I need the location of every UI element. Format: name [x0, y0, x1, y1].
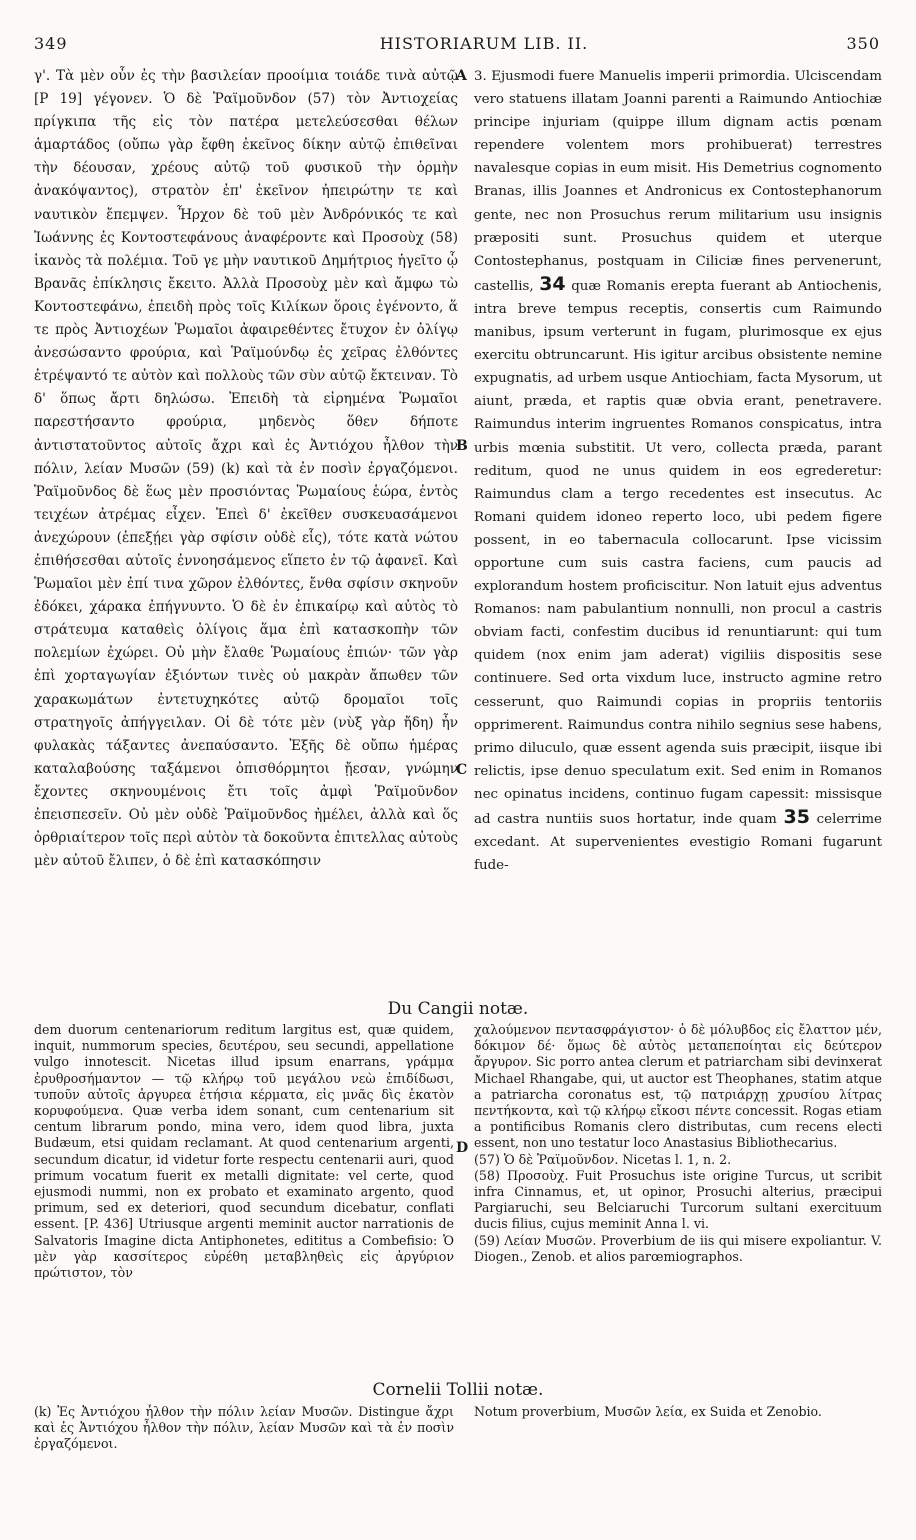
latin-text-column	[474, 65, 882, 985]
latin-text-part-3: celerrime excedant. At supervenientes evestigio Romani fugarunt fude-	[474, 812, 882, 874]
margin-letter-a: A	[456, 68, 467, 84]
du-cange-note-left-text: dem duorum centenariorum reditum largitus est, quæ quidem, inquit, nummorum species, δευτέρου, seu secundi, appellatione vulgo innotescit. Nicetas illud ipsum enarrans, γράμμα ἐρυθροσήμαντον — τῷ κλήρῳ τοῦ μεγάλου νεὼ ἐπιδίδωσι, τυποῦν αὐτοῖς ἀργυρεα ἐτήσια κέρματα, εἰς μνᾶς δὶς ἑκατὸν κορυφούμενα. Quæ verba idem sonant, cum centenarium sit centum librarum pondo, mina vero, idem quod libra, juxta Budæum, etsi quidam reclamant. At quod centenarium argenti, secundum dicatur, id videtur forte respectu centenarii auri, quod primum vocatum fuerit ex metalli dignitate: vel certe, quod ejusmodi nummi, non ex probato et examinato argento, quod primum, sed ex deteriori, quod secundum dicebatur, conflati essent. [P. 436] Utriusque argenti meminit auctor narrationis de Salvatoris Imagine dicta Antiphonetes, edititus a Combefisio: Ὁ μὲν γὰρ κασσίτερος εὐρέθη μεταβληθεὶς εἰς ἀργύριον πρώτιστον, τὸν	[34, 1022, 454, 1281]
du-cange-note-right-text: χαλούμενον πεντασφράγιστον· ὁ δὲ μόλυβδος εἰς ἔλαττον μέν, δόκιμον δέ· ὅμως δὲ αὐτὸς μεταπεποίηται εἰς δεύτερον ἄργυρον. Sic porro antea clerum et patriarcham sibi devinxerat Michael Rhangabe, qui, ut auctor est Theophanes, statim atque a patriarcha coronatus est, τῷ πατριάρχῃ χρυσίου λίτρας πεντήκοντα, καὶ τῷ κλήρῳ εἴκοσι πέντε concessit. Rogas etiam a pontificibus Romanis clero distributas, cum recens electi essent, non uno testatur loco Anastasius Bibliothecarius.	[474, 1022, 882, 1151]
margin-letter-c: C	[456, 762, 468, 778]
du-cange-notes-left-column	[34, 1022, 454, 1377]
tollius-notes-right-column	[474, 1404, 882, 1484]
note-59: (59) Λείαν Μυσῶν. Proverbium de iis qui misere expoliantur. V. Diogen., Zenob. et alios parœmiographos.	[474, 1232, 882, 1264]
greek-paragraph: γ'. Τὰ μὲν οὖν ἐς τὴν βασιλείαν προοίμια τοιάδε τινὰ αὐτῷ [P 19] γέγονεν. Ὁ δὲ Ῥαϊμοῦνδον (57) τὸν Ἀντιοχείας πρίγκιπα τῆς εἰς τὸν πατέρα μετελεύσεσθαι θέλων ἁμαρτάδος (οὔπω γὰρ ἔφθη ἐκεῖνος δίκην αὐτῷ ἐπιθεῖναι τὴν δέουσαν, χρέους αὐτῷ τοῦ φυσικοῦ τὴν ὁρμὴν ἀνακόψαντος), στρατὸν ἐπ' ἐκεῖνον ἠπειρώτην τε καὶ ναυτικὸν ἔπεμψεν. Ἦρχον δὲ τοῦ μὲν Ἀνδρόνικός τε καὶ Ἰωάννης ἐς Κοντοστεφάνους ἀναφέροντε καὶ Προσοὺχ (58) ἱκανὸς τὰ πολέμια. Τοῦ γε μὴν ναυτικοῦ Δημήτριος ἡγεῖτο ᾧ Βρανᾶς ἐπίκλησις ἔκειτο. Ἀλλὰ Προσοὺχ μὲν καὶ ἄμφω τὼ Κοντοστεφάνω, ἐπειδὴ πρὸς τοῖς Κιλίκων ὅροις ἐγένοντο, ἅ τε πρὸς Ἀντιοχέων Ῥωμαῖοι ἀφαιρεθέντες ἔτυχον ἐν ὀλίγῳ ἀνεσώσαντο φρούρια, καὶ Ῥαϊμούνδῳ ἐς χεῖρας ἐλθόντες ἐτρέψαντό τε αὐτὸν καὶ πολλοὺς τῶν σὺν αὐτῷ ἔκτειναν. Τὸ δ' ὅπως ἄρτι δηλώσω. Ἐπειδὴ τὰ εἰρημένα Ῥωμαῖοι παρεστήσαντο φρούρια, μηδενὸς ὅθεν δήποτε ἀντιστατοῦντος αὐτοῖς ἄχρι καὶ ἐς Ἀντιόχου ἦλθον τὴν πόλιν, λείαν Μυσῶν (59) (k) καὶ τὰ ἐν ποσὶν ἐργαζόμενοι. Ῥαϊμοῦνδος δὲ ἕως μὲν προσιόντας Ῥωμαίους ἑώρα, ἐντὸς τειχέων ἀτρέμας εἶχεν. Ἐπεὶ δ' ἐκεῖθεν συσκευασάμενοι ἀνεχώρουν (ἐπεξῄει γὰρ σφίσιν οὐδὲ εἷς), τότε κατὰ νώτου ἐπιθήσεσθαι αὐτοῖς ἐννοησάμενος εἵπετο ἐν τῷ ἀφανεῖ. Καὶ Ῥωμαῖοι μὲν ἐπί τινα χῶρον ἐλθόντες, ἔνθα σφίσιν σκηνοῦν ἐδόκει, χάρακα ἐπήγνυντο. Ὁ δὲ ἐν ἐπικαίρῳ καὶ αὐτὸς τὸ στράτευμα καταθεὶς ὀλίγοις ἅμα ἐπὶ κατασκοπὴν τῶν πολεμίων ἐχώρει. Οὐ μὴν ἔλαθε Ῥωμαίους ἐπιών· τῶν γὰρ ἐπὶ χορταγωγίαν ἐξιόντων τινὲς οὐ μακρὰν ἄπωθεν τῶν χαρακωμάτων ἐντετυχηκότες αὐτῷ δρομαῖοι τοῖς στρατηγοῖς ἀπήγγειλαν. Οἱ δὲ τότε μὲν (νὺξ γὰρ ἤδη) ἦν φυλακὰς τάξαντες ἀνεπαύσαντο. Ἐξῆς δὲ οὔπω ἡμέρας καταλαβούσης ταξάμενοι ὀπισθόρμητοι ᾔεσαν, γνώμην ἔχοντες σκηνουμένοις ἔτι τοῖς ἀμφὶ Ῥαϊμοῦνδον ἐπεισπεσεῖν. Οὐ μὲν οὐδὲ Ῥαϊμοῦνδος ἠμέλει, ἀλλὰ καὶ ὅς ὀρθριαίτερον τοῖς περὶ αὐτὸν τὰ δοκοῦντα ἐπιτελλας αὐτοὺς μὲν αὐτοῦ ἔλιπεν, ὁ δὲ ἐπὶ κατασκόπησιν	[34, 68, 458, 870]
margin-page-number-34: 34	[539, 272, 566, 295]
tollius-note-right: Notum proverbium, Μυσῶν λεία, ex Suida et Zenobio.	[474, 1404, 822, 1419]
note-58: (58) Προσοὺχ. Fuit Prosuchus iste origine Turcus, ut scribit infra Cinnamus, et, ut opinor, Prosuchi alterius, præcipui Pargiaruchi, seu Belciaruchi Turcorum sultani exercituum ducis filius, cujus meminit Anna l. vi.	[474, 1167, 882, 1232]
du-cange-notes-right-column	[474, 1022, 882, 1377]
running-title: HISTORIARUM LIB. II.	[379, 34, 589, 53]
running-header	[34, 34, 880, 58]
page-number-right: 350	[846, 34, 880, 53]
du-cange-notes-heading: Du Cangii notæ.	[387, 999, 529, 1019]
tollius-note-k: (k) Ἐς Ἀντιόχου ἦλθον τὴν πόλιν λείαν Μυσῶν. Distingue ἄχρι καὶ ἐς Ἀντιόχου ἦλθον τὴν πόλιν, λείαν Μυσῶν καὶ τὰ ἐν ποσὶν ἐργαζόμενοι.	[34, 1404, 454, 1452]
latin-text-part-2: quæ Romanis erepta fuerant ab Antiochenis, intra breve tempus receptis, consertis cum Raimundo manibus, ipsum verterunt in fugam, plurimosque ex ejus exercitu obtruncarunt. His igitur arcibus obsistente nemine expugnatis, ad urbem usque Antiochiam, facta Mysorum, ut aiunt, præda, et raptis quæ obvia erant, penetravere. Raimundus interim ingruentes Romanos conspicatus, intra urbis mœnia substitit. Ut vero, collecta præda, parant reditum, quod ne unus quidem in eos egrederetur: Raimundus clam a tergo recedentes est insecutus. Ac Romani quidem idoneo reperto loco, ubi pedem figere possent, in eo tabernacula collocarunt. Ipse vicissim opportune cum suis castra faciens, cum paucis ad explorandum hostem proficiscitur. Non latuit ejus adventus Romanos: nam pabulantium nonnulli, non procul a castris obviam facti, confestim ducibus id renuntiarunt: qui tum quidem (nox enim jam aderat) vigiliis dispositis sese continuere. Sed orta vixdum luce, instructo agmine retro cesserunt, quo Raimundi copias in propriis tentoriis opprimerent. Raimundus contra nihilo segnius sese habens, primo diluculo, quæ essent agenda suis præcipit, iisque ibi relictis, ipse denuo speculatum exit. Sed enim in Romanos nec opinatus incidens, continuo fugam capessit: missisque ad castra nuntiis suos hortatur, inde quam	[474, 278, 882, 827]
tollius-notes-left-column	[34, 1404, 454, 1484]
tollius-notes-heading: Cornelii Tollii notæ.	[372, 1380, 544, 1400]
margin-letter-d: D	[456, 1140, 469, 1156]
latin-text-part-1: 3. Ejusmodi fuere Manuelis imperii primordia. Ulciscendam vero statuens illatam Joanni parenti a Raimundo Antiochiæ principe injuriam (quippe illum dignam actis pœnam rependere volentem mors prohibuerat) terrestres navalesque copias in eum misit. His Demetrius cognomento Branas, illis Joannes et Andronicus ex Contostephanorum gente, nec non Prosuchus rerum militarium usu insignis præpositi sunt. Prosuchus quidem et uterque Contostephanus, postquam in Ciliciæ fines pervenerunt, castellis,	[474, 69, 882, 294]
margin-letter-b: B	[456, 438, 468, 454]
note-57: (57) Ὁ δὲ Ῥαϊμοῦνδον. Nicetas l. 1, n. 2.	[474, 1151, 732, 1167]
greek-text-column	[34, 65, 458, 985]
margin-page-number-35: 35	[783, 806, 810, 828]
page-number-left: 349	[34, 34, 68, 53]
latin-paragraph	[474, 65, 882, 877]
